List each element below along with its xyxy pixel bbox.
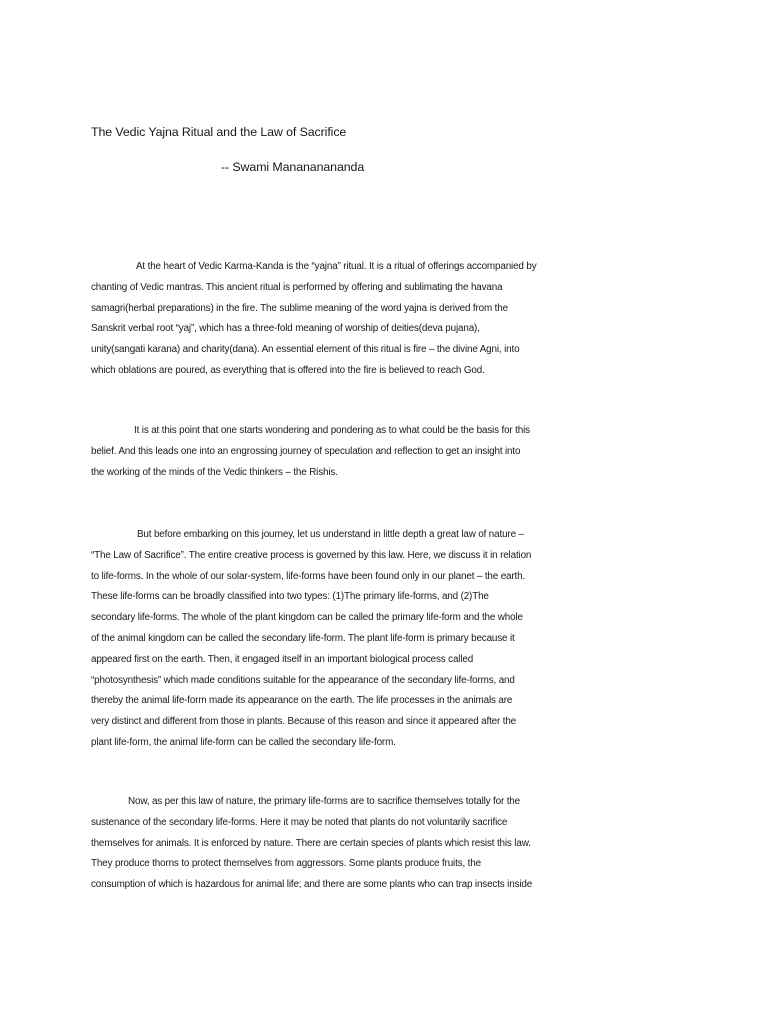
paragraph-line: They produce thorns to protect themselves from aggressors. Some plants produce fruits, the [91, 858, 481, 870]
paragraph-line: thereby the animal life-form made its appearance on the earth. The life processes in the animals are [91, 695, 513, 707]
paragraph-4 [91, 792, 691, 896]
paragraph-line: These life-forms can be broadly classified into two types: (1)The primary life-forms, and (2)The [91, 591, 489, 603]
paragraph-2 [91, 421, 691, 483]
paragraph-line: to life-forms. In the whole of our solar-system, life-forms have been found only in our planet – the earth. [91, 570, 526, 582]
paragraph-line: sustenance of the secondary life-forms. Here it may be noted that plants do not voluntarily sacrifice [91, 816, 508, 828]
paragraph-line: But before embarking on this journey, let us understand in little depth a great law of nature – [137, 529, 524, 540]
paragraph-line: the working of the minds of the Vedic thinkers – the Rishis. [91, 466, 338, 478]
paragraph-line: unity(sangati karana) and charity(dana). An essential element of this ritual is fire – the divine Agni, into [91, 344, 520, 356]
paragraph-line: “photosynthesis” which made conditions suitable for the appearance of the secondary life-forms, and [91, 674, 515, 686]
paragraph-line: It is at this point that one starts wondering and pondering as to what could be the basis for this [134, 425, 530, 436]
paragraph-1 [91, 257, 691, 382]
paragraph-line: consumption of which is hazardous for animal life; and there are some plants who can trap insects inside [91, 879, 533, 891]
paragraph-line: Now, as per this law of nature, the primary life-forms are to sacrifice themselves totally for the [128, 796, 520, 807]
paragraph-line: very distinct and different from those in plants. Because of this reason and since it appeared after the [91, 716, 517, 728]
paragraph-line: “The Law of Sacrifice”. The entire creative process is governed by this law. Here, we discuss it in relation [91, 549, 532, 561]
paragraph-line: belief. And this leads one into an engrossing journey of speculation and reflection to get an insight into [91, 445, 521, 457]
paragraph-line: chanting of Vedic mantras. This ancient ritual is performed by offering and sublimating the havana [91, 281, 503, 293]
paragraph-line: secondary life-forms. The whole of the plant kingdom can be called the primary life-form and the whole [91, 612, 523, 624]
paragraph-line: appeared first on the earth. Then, it engaged itself in an important biological process called [91, 653, 474, 665]
paragraph-line: At the heart of Vedic Karma-Kanda is the “yajna” ritual. It is a ritual of offerings accompanied by [136, 261, 537, 272]
paragraph-3 [91, 525, 691, 754]
paragraph-line: themselves for animals. It is enforced by nature. There are certain species of plants which resist this law. [91, 837, 531, 849]
paragraph-line: which oblations are poured, as everything that is offered into the fire is believed to reach God. [91, 364, 485, 376]
author-line: -- Swami Manananananda [221, 160, 365, 174]
paragraph-line: plant life-form, the animal life-form can be called the secondary life-form. [91, 736, 396, 748]
paragraph-line: samagri(herbal preparations) in the fire. The sublime meaning of the word yajna is derived from the [91, 302, 508, 314]
paragraph-line: Sanskrit verbal root “yaj”, which has a three-fold meaning of worship of deities(deva pujana), [91, 323, 480, 335]
paragraph-line: of the animal kingdom can be called the secondary life-form. The plant life-form is primary because it [91, 632, 515, 644]
document-title: The Vedic Yajna Ritual and the Law of Sacrifice [91, 125, 347, 139]
